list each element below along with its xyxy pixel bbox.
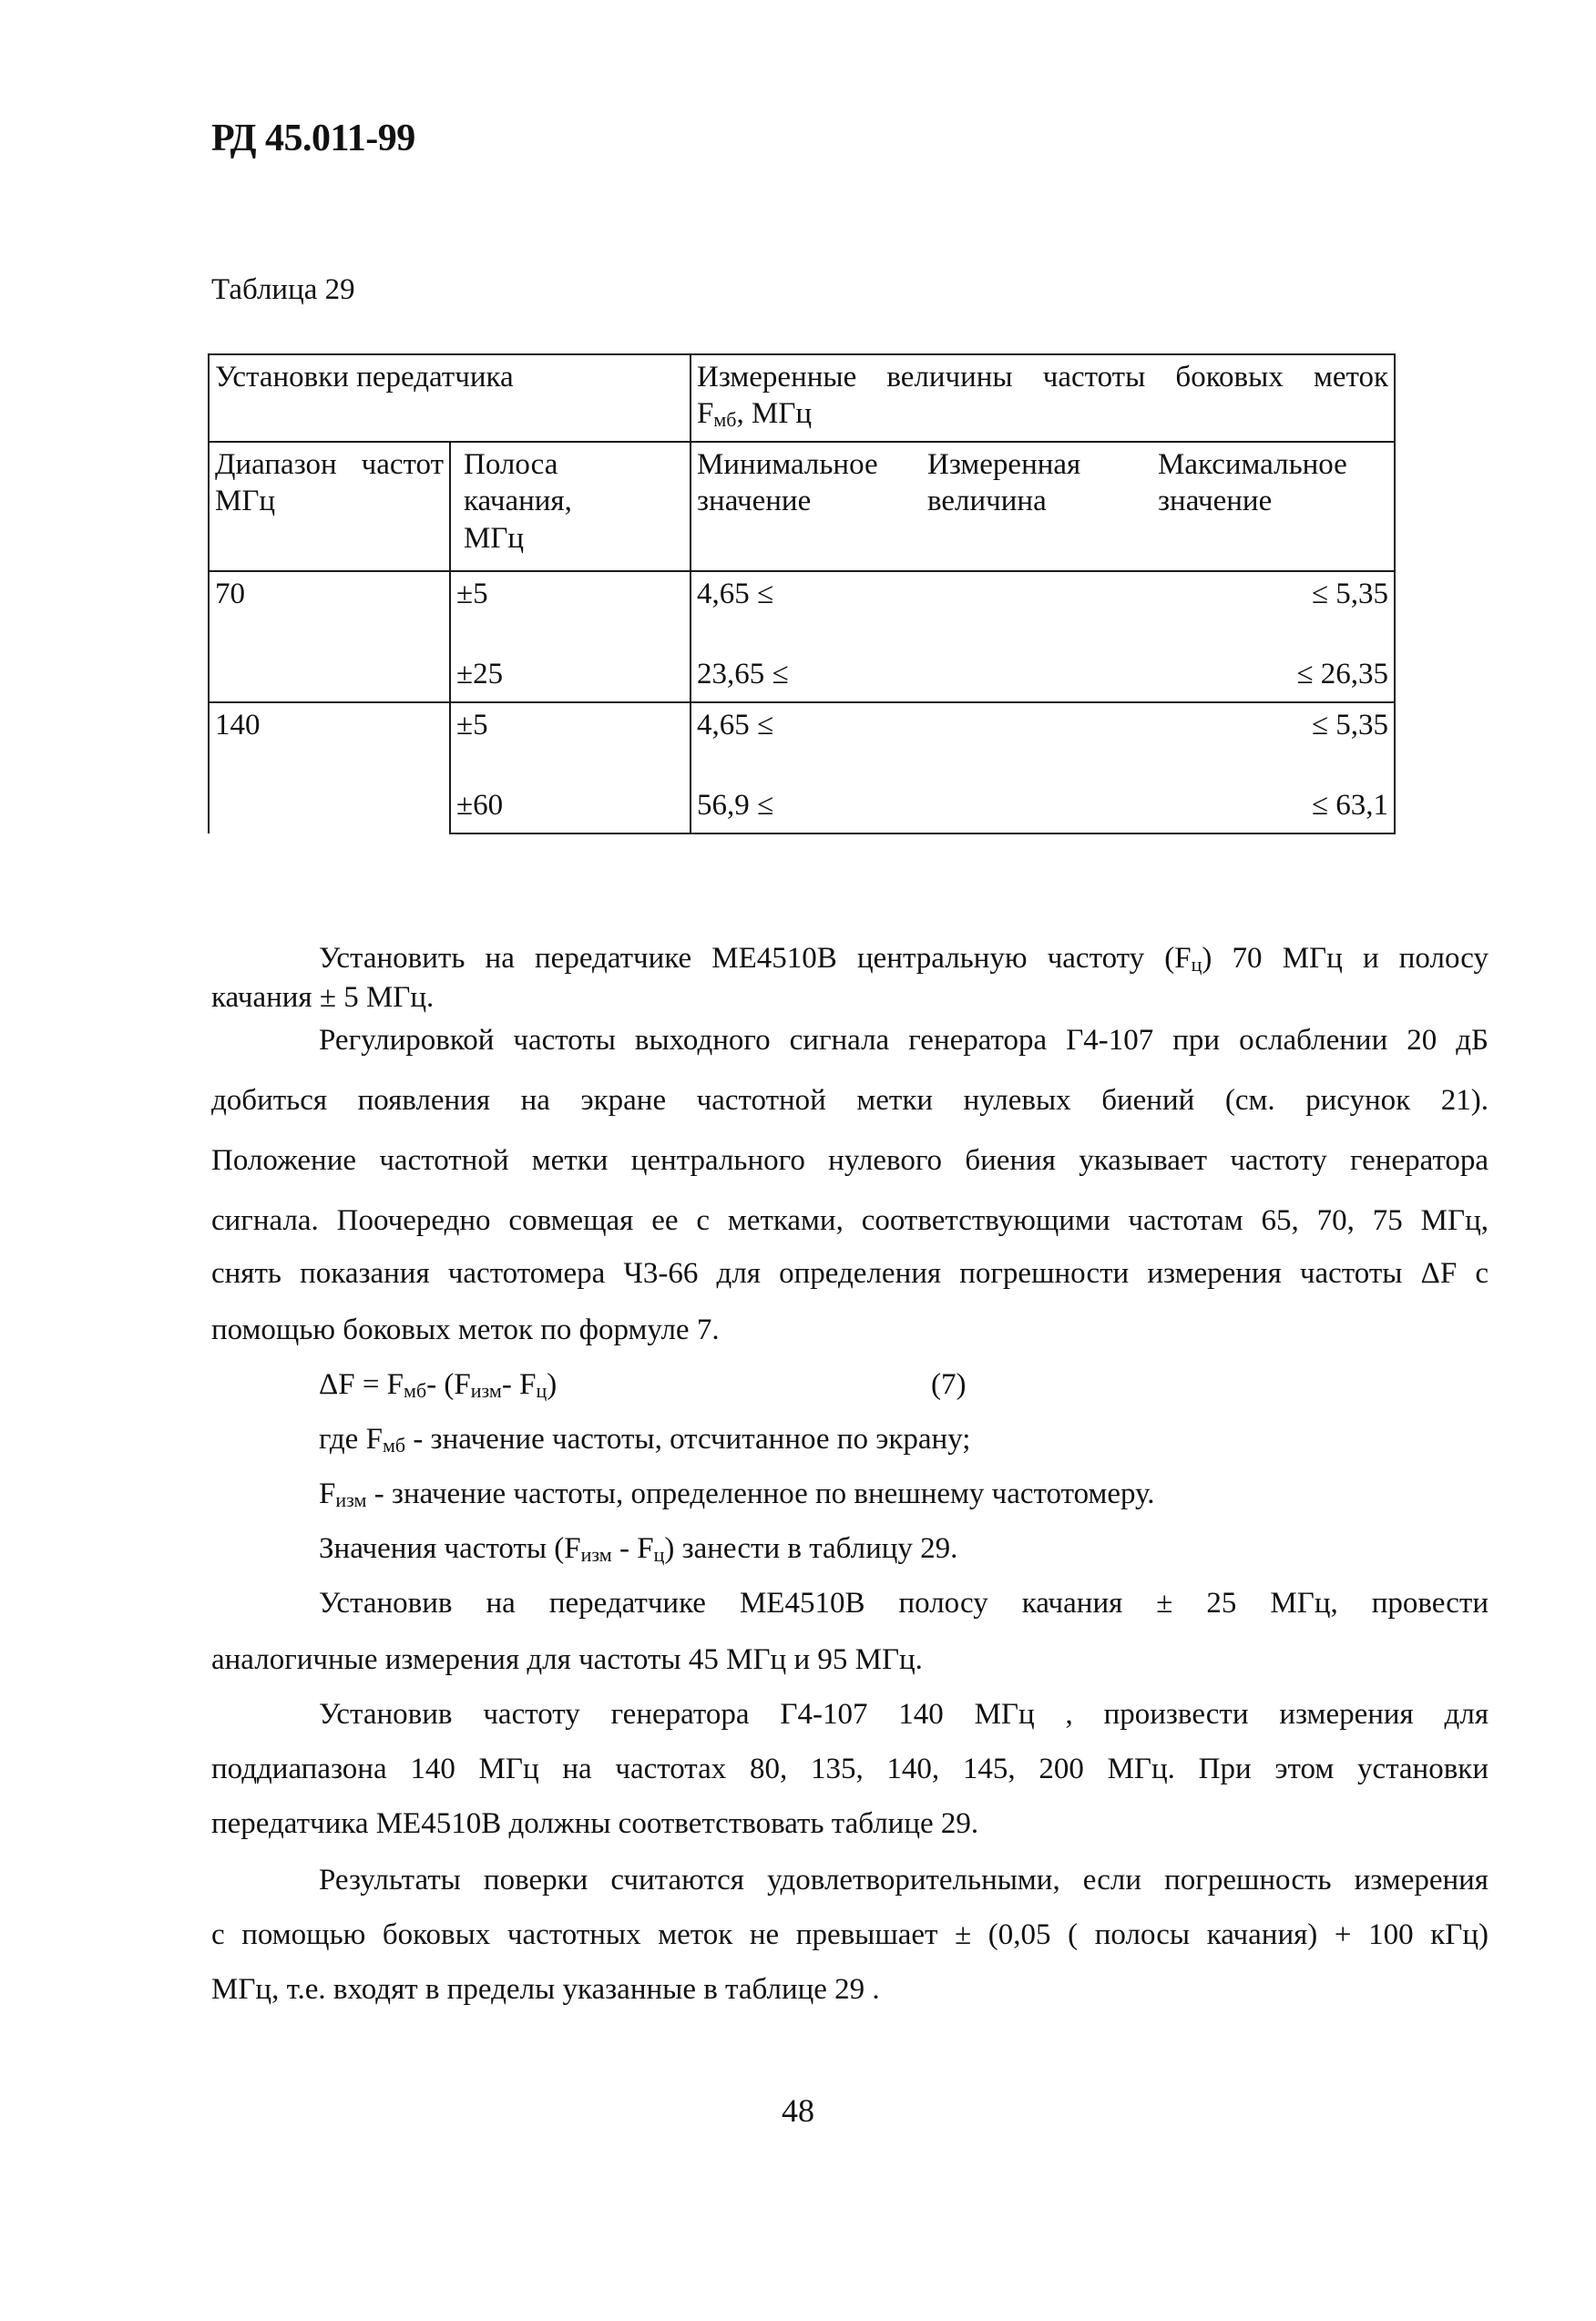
header-transmitter-settings: Установки передатчика (209, 354, 691, 442)
values-cell: 4,65 ≤ ≤ 5,35 (691, 571, 1395, 652)
header-measured-line2: Fмб, МГц (697, 397, 813, 432)
formula-number: (7) (931, 1368, 967, 1401)
range-cell: 140 (209, 702, 450, 833)
paragraph-2-line-5: снять показания частотомера Ч3-66 для определения погрешности измерения частоты ΔF с (211, 1257, 1489, 1290)
paragraph-6-line-2: с помощью боковых частотных меток не превышает ± (0,05 ( полосы качания) + 100 кГц) (211, 1918, 1489, 1951)
band-cell: ±5 (450, 702, 691, 783)
table-row (209, 702, 1395, 783)
paragraph-2-line-4: сигнала. Поочередно совмещая ее с метками, соответствующими частотам 65, 70, 75 МГц, (211, 1204, 1489, 1237)
formula-7: ΔF = Fмб- (Fизм- Fц) (7) (211, 1366, 1489, 1404)
header-measured-values (691, 354, 1395, 442)
subheader-range: Диапазон частот МГц (209, 442, 450, 571)
measurement-table (208, 353, 1396, 834)
where-line-2: Fизм - значение частоты, определенное по внешнему частотомеру. (319, 1477, 1155, 1511)
header-measured-line1: Измеренные величины частоты боковых меток (697, 361, 1388, 394)
paragraph-1-line-2: качания ± 5 МГц. (211, 981, 435, 1014)
table-caption: Таблица 29 (211, 273, 355, 306)
paragraph-5-line-2: поддиапазона 140 МГц на частотах 80, 135, 140, 145, 200 МГц. При этом установки (211, 1753, 1489, 1785)
paragraph-3: Значения частоты (Fизм - Fц) занести в таблицу 29. (319, 1532, 958, 1566)
paragraph-1-line-1: Установить на передатчике МЕ4510В центральную частоту (Fц) 70 МГц и полосу (319, 942, 1489, 976)
paragraph-4-line-2: аналогичные измерения для частоты 45 МГц и 95 МГц. (211, 1643, 923, 1676)
table-header-row (209, 354, 1395, 442)
where-line-1: где Fмб - значение частоты, отсчитанное по экрану; (319, 1423, 971, 1457)
range-cell: 70 (209, 571, 450, 702)
values-cell: 56,9 ≤ ≤ 63,1 (691, 783, 1395, 833)
table-subheader-row (209, 442, 1395, 571)
values-cell: 23,65 ≤ ≤ 26,35 (691, 652, 1395, 702)
paragraph-2-line-1: Регулировкой частоты выходного сигнала генератора Г4-107 при ослаблении 20 дБ (319, 1024, 1489, 1057)
table-row (209, 571, 1395, 652)
values-cell: 4,65 ≤ ≤ 5,35 (691, 702, 1395, 783)
paragraph-6-line-3: МГц, т.е. входят в пределы указанные в таблице 29 . (211, 1973, 880, 2006)
subheader-band: Полоса качания, МГц (450, 442, 691, 571)
subheader-min-meas-max: Минимальное значение Измеренная величина Максимальное значение (691, 442, 1395, 571)
paragraph-5-line-3: передатчика МЕ4510В должны соответствовать таблице 29. (211, 1807, 979, 1840)
paragraph-2-line-6: помощью боковых меток по формуле 7. (211, 1314, 720, 1346)
band-cell: ±60 (450, 783, 691, 833)
paragraph-5-line-1: Установив частоту генератора Г4-107 140 МГц , произвести измерения для (319, 1698, 1489, 1731)
paragraph-2-line-2: добиться появления на экране частотной метки нулевых биений (см. рисунок 21). (211, 1084, 1489, 1117)
band-cell: ±25 (450, 652, 691, 702)
paragraph-4-line-1: Установив на передатчике МЕ4510В полосу качания ± 25 МГц, провести (319, 1587, 1489, 1620)
document-code: РД 45.011-99 (211, 118, 415, 159)
paragraph-2-line-3: Положение частотной метки центрального нулевого биения указывает частоту генератора (211, 1144, 1489, 1177)
band-cell: ±5 (450, 571, 691, 652)
page-number: 48 (782, 2092, 814, 2129)
paragraph-6-line-1: Результаты поверки считаются удовлетворительными, если погрешность измерения (319, 1864, 1489, 1897)
